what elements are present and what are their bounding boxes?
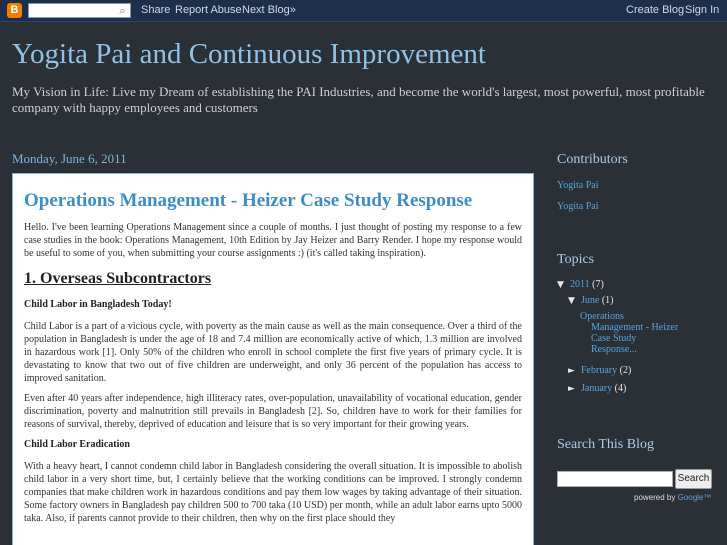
paragraph: With a heavy heart, I cannot condemn child labor in Bangladesh considering the overall situation. It is impossible to abolish child labor in a very short time, but, I certainly believe that the working conditions can be improved. I strongly condemn companies that make children work in hazardous conditions and pay them low wages by taking advantage of their situation. Some factory owners in Bangladesh pay children 500 to 700 taka (10 USD) per month, while an adult labor earns upto 5000 taka. Also, if parents cannot provide to their children, then why on the first place should they (24, 461, 522, 524)
archive-month-link[interactable]: June (581, 295, 600, 306)
post-container (12, 173, 534, 545)
post-title[interactable]: Operations Management - Heizer Case Study Response (24, 190, 473, 211)
search-button[interactable]: Search (675, 469, 712, 489)
powered-by-label: powered by (634, 493, 676, 502)
search-heading: Search This Blog (557, 437, 654, 452)
archive-count: (4) (614, 383, 627, 394)
subheading: Child Labor in Bangladesh Today! (24, 299, 172, 310)
archive-year-link[interactable]: 2011 (570, 279, 590, 290)
archive-year-2011 (557, 279, 604, 291)
blogger-navbar (0, 0, 727, 22)
create-blog-link[interactable]: Create Blog (626, 4, 685, 16)
post-intro: Hello. I've been learning Operations Management since a couple of months. I just thought of posting my response to a few case studies in the book: Operations Management, 10th Edition by Jay Heizer and Barry Render. I hope my response would be useful to some of you, when submitting your course assignments :) (it's called taking inspiration). (24, 222, 522, 259)
post-date: Monday, June 6, 2011 (12, 151, 127, 166)
expanded-triangle-icon[interactable]: ▼ (568, 296, 575, 306)
share-link[interactable]: Share (141, 4, 171, 16)
subheading: Child Labor Eradication (24, 439, 130, 450)
archive-month-link[interactable]: February (581, 365, 618, 376)
contributors-heading: Contributors (557, 152, 628, 167)
contributor-link[interactable]: Yogita Pai (557, 201, 599, 212)
collapsed-triangle-icon[interactable]: ► (568, 384, 575, 394)
section-heading: 1. Overseas Subcontractors (24, 270, 212, 287)
powered-by-google (634, 493, 711, 502)
archive-count: (2) (619, 365, 632, 376)
collapsed-triangle-icon[interactable]: ► (568, 366, 575, 376)
archive-post-line[interactable]: Management - Heizer (591, 322, 679, 333)
archive-post-line[interactable]: Response... (591, 344, 637, 355)
google-logo: Google™ (677, 493, 712, 502)
blog-title[interactable]: Yogita Pai and Continuous Improvement (12, 38, 486, 70)
report-abuse-link[interactable]: Report Abuse (175, 4, 242, 16)
sign-in-link[interactable]: Sign In (685, 4, 720, 16)
archive-count: (1) (601, 295, 614, 306)
topics-heading: Topics (557, 252, 595, 267)
next-blog-link[interactable]: Next Blog» (242, 4, 296, 16)
archive-post-line[interactable]: Case Study (591, 333, 637, 344)
archive-post-link[interactable] (580, 311, 710, 355)
archive-month-june (568, 295, 614, 307)
archive-month-link[interactable]: January (581, 383, 613, 394)
post-body (24, 221, 522, 525)
navbar-search-input[interactable] (28, 3, 131, 18)
blogger-logo-icon[interactable]: B (7, 3, 22, 18)
blog-search-input[interactable] (557, 471, 673, 487)
contributor-link[interactable]: Yogita Pai (557, 180, 599, 191)
archive-count: (7) (592, 279, 604, 290)
expanded-triangle-icon[interactable]: ▼ (557, 280, 564, 290)
paragraph: Child Labor is a part of a vicious cycle, with poverty as the main cause as well as the main consequence. Over a third of the population in Bangladesh is under the age of 18 and 7.4 million are economically active of which, 1.3 million are involved in hazardous work [1]. Only 50% of the children who enroll in school complete the first five years of primary cycle. It is devastating to know that two out of five children are underweight, and only 36 percent of the population has access to improved sanitation. (24, 321, 522, 384)
paragraph: Even after 40 years after independence, high illiteracy rates, over-population, unavailability of vocational education, gender discrimination, poverty and malnutrition still prevails in Bangladesh [2]. So, children have to work for their families for reasons of survival, thereby, deprived of education and leisure that is so very important for their growing years. (24, 393, 522, 430)
archive-post-line[interactable]: Operations (580, 311, 624, 322)
blog-description: My Vision in Life: Live my Dream of establishing the PAI Industries, and become the world's largest, most powerful, most profitable company with happy employees and customers (12, 84, 705, 115)
search-icon[interactable]: ⌕ (119, 4, 126, 17)
archive-month-january (568, 383, 626, 395)
archive-month-february (568, 365, 631, 377)
